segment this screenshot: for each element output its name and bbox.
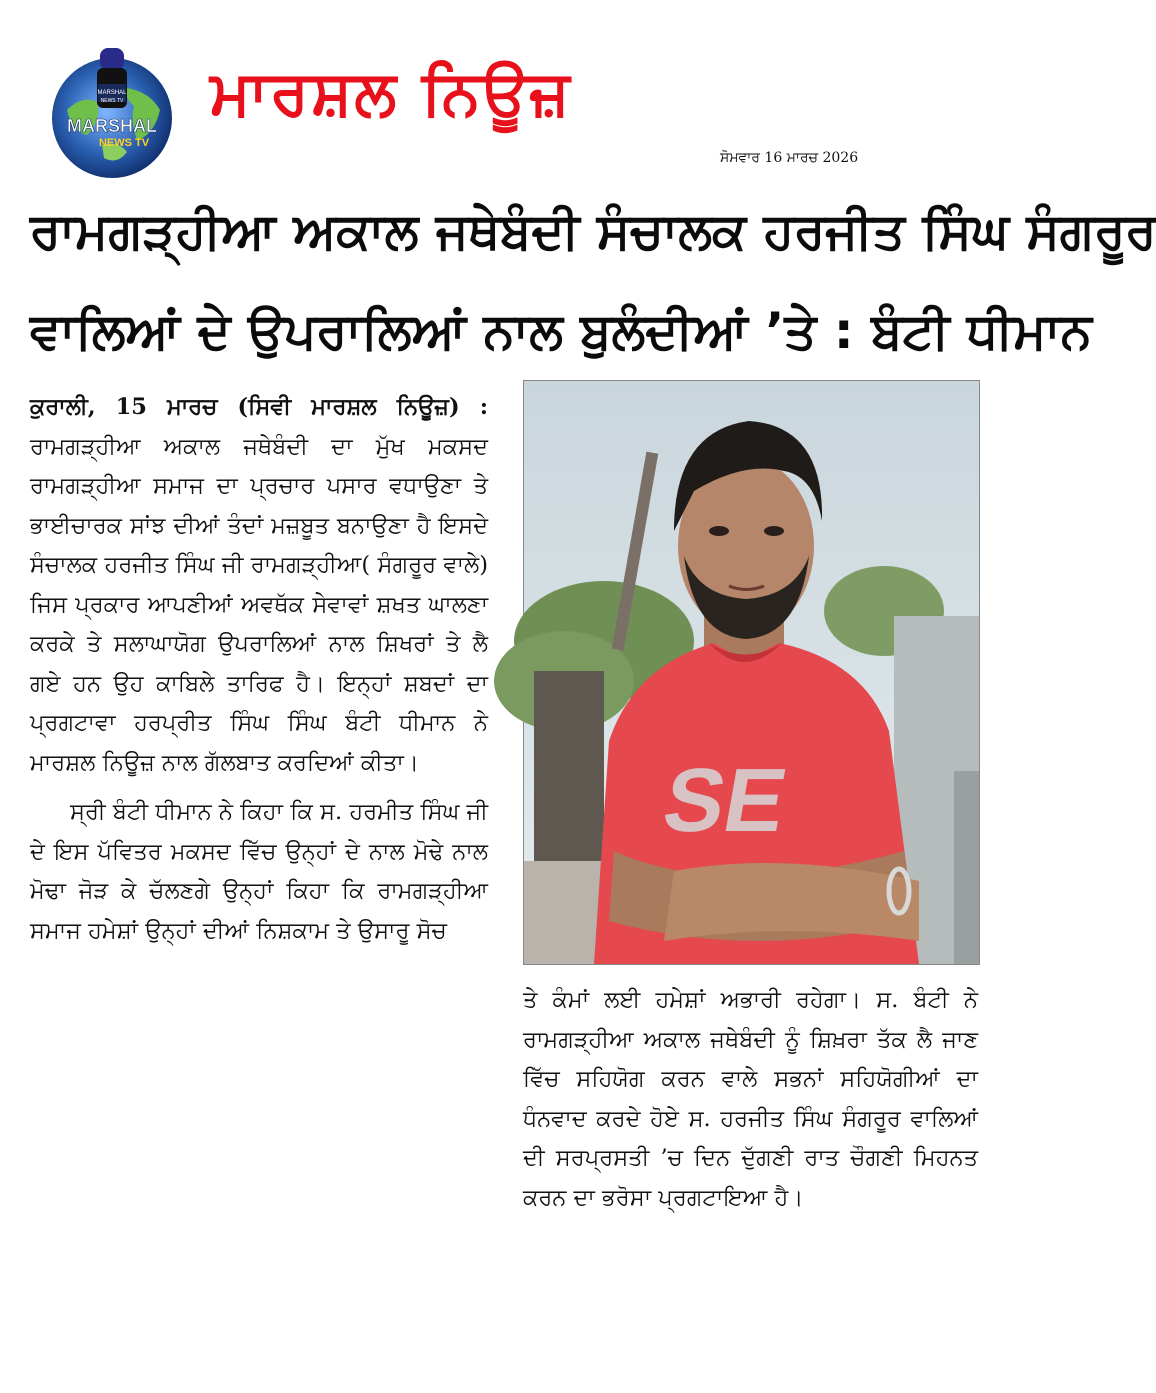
logo-badge-top: MARSHAL <box>97 90 127 96</box>
article-paragraph-3: ਤੇ ਕੰਮਾਂ ਲਈ ਹਮੇਸ਼ਾਂ ਅਭਾਰੀ ਰਹੇਗਾ। ਸ. ਬੰਟੀ ਨੇ ਰਾਮਗੜ੍ਹੀਆ ਅਕਾਲ ਜਥੇਬੰਦੀ ਨੂੰ ਸ਼ਿਖ਼ਰਾ ਤੱਕ ਲੈ ਜਾਣ ਵਿੱਚ ਸਹਿਯੋਗ ਕਰਨ ਵਾਲੇ ਸਭਨਾਂ ਸਹਿਯੋਗੀਆਂ ਦਾ ਧੰਨਵਾਦ ਕਰਦੇ ਹੋਏ ਸ. ਹਰਜੀਤ ਸਿੰਘ ਸੰਗਰੂਰ ਵਾਲਿਆਂ ਦੀ ਸਰਪ੍ਰਸਤੀ ’ਚ ਦਿਨ ਦੁੱਗਣੀ ਰਾਤ ਚੌਗਣੀ ਮਿਹਨਤ ਕਰਨ ਦਾ ਭਰੋਸਾ ਪ੍ਰਗਟਾਇਆ ਹੈ। <box>523 987 978 1211</box>
portrait-photo <box>523 380 980 965</box>
logo-badge-bottom: NEWS TV <box>100 98 124 104</box>
article-column-right <box>523 981 978 1228</box>
marshal-news-logo <box>42 40 182 180</box>
headline-line-1: ਰਾਮਗੜ੍ਹੀਆ ਅਕਾਲ ਜਥੇਬੰਦੀ ਸੰਚਾਲਕ ਹਰਜੀਤ ਸਿੰਘ ਸੰਗਰੂਰ <box>30 202 1156 260</box>
svg-text:SE: SE <box>656 750 794 851</box>
article-dateline: ਕੁਰਾਲੀ, 15 ਮਾਰਚ (ਸਿਵੀ ਮਾਰਸ਼ਲ ਨਿਊਜ਼) : <box>30 394 488 420</box>
globe-logo-icon <box>42 40 182 180</box>
article-paragraph-1: ਰਾਮਗੜ੍ਹੀਆ ਅਕਾਲ ਜਥੇਬੰਦੀ ਦਾ ਮੁੱਖ ਮਕਸਦ ਰਾਮਗੜ੍ਹੀਆ ਸਮਾਜ ਦਾ ਪ੍ਰਚਾਰ ਪਸਾਰ ਵਧਾਉਣਾ ਤੇ ਭਾਈਚਾਰਕ ਸਾਂਝ ਦੀਆਂ ਤੰਦਾਂ ਮਜ਼ਬੂਤ ਬਨਾਉਣਾ ਹੈ ਇਸਦੇ ਸੰਚਾਲਕ ਹਰਜੀਤ ਸਿੰਘ ਜੀ ਰਾਮਗੜ੍ਹੀਆ( ਸੰਗਰੂਰ ਵਾਲੇ) ਜਿਸ ਪ੍ਰਕਾਰ ਆਪਣੀਆਂ ਅਵਥੱਕ ਸੇਵਾਵਾਂ ਸ਼ਖਤ ਘਾਲਣਾ ਕਰਕੇ ਤੇ ਸਲਾਘਾਯੋਗ ਉਪਰਾਲਿਆਂ ਨਾਲ ਸ਼ਿਖਰਾਂ ਤੇ ਲੈ ਗਏ ਹਨ ਉਹ ਕਾਬਿਲੇ ਤਾਰਿਫ ਹੈ। ਇਨ੍ਹਾਂ ਸ਼ਬਦਾਂ ਦਾ ਪ੍ਰਗਟਾਵਾ ਹਰਪ੍ਰੀਤ ਸਿੰਘ ਸਿੰਘ ਬੰਟੀ ਧੀਮਾਨ ਨੇ ਮਾਰਸ਼ਲ ਨਿਊਜ਼ ਨਾਲ ਗੱਲਬਾਤ ਕਰਦਿਆਂ ਕੀਤਾ। <box>30 433 488 776</box>
article-paragraph-2: ਸ੍ਰੀ ਬੰਟੀ ਧੀਮਾਨ ਨੇ ਕਿਹਾ ਕਿ ਸ. ਹਰਮੀਤ ਸਿੰਘ ਜੀ ਦੇ ਇਸ ਪੱਵਿਤਰ ਮਕਸਦ ਵਿੱਚ ਉਨ੍ਹਾਂ ਦੇ ਨਾਲ ਮੋਢੇ ਨਾਲ ਮੋਢਾ ਜੋੜ ਕੇ ਚੱਲਣਗੇ ਉਨ੍ਹਾਂ ਕਿਹਾ ਕਿ ਰਾਮਗੜ੍ਹੀਆ ਸਮਾਜ ਹਮੇਸ਼ਾਂ ਉਨ੍ਹਾਂ ਦੀਆਂ ਨਿਸ਼ਕਾਮ ਤੇ ਉਸਾਰੂ ਸੋਚ <box>30 799 488 944</box>
masthead-title: ਮਾਰਸ਼ਲ ਨਿਊਜ਼ <box>210 56 572 129</box>
article-column-left <box>30 388 488 961</box>
headline-line-2: ਵਾਲਿਆਂ ਦੇ ਉਪਰਾਲਿਆਂ ਨਾਲ ਬੁਲੰਦੀਆਂ ’ਤੇ : ਬੰਟੀ ਧੀਮਾਨ <box>30 302 1092 360</box>
man-portrait-illustration <box>524 381 979 964</box>
logo-text-sub: NEWS TV <box>98 137 150 149</box>
issue-date: ਸੋਮਵਾਰ 16 ਮਾਰਚ 2026 <box>720 150 859 166</box>
logo-text-main: MARSHAL <box>67 116 157 136</box>
